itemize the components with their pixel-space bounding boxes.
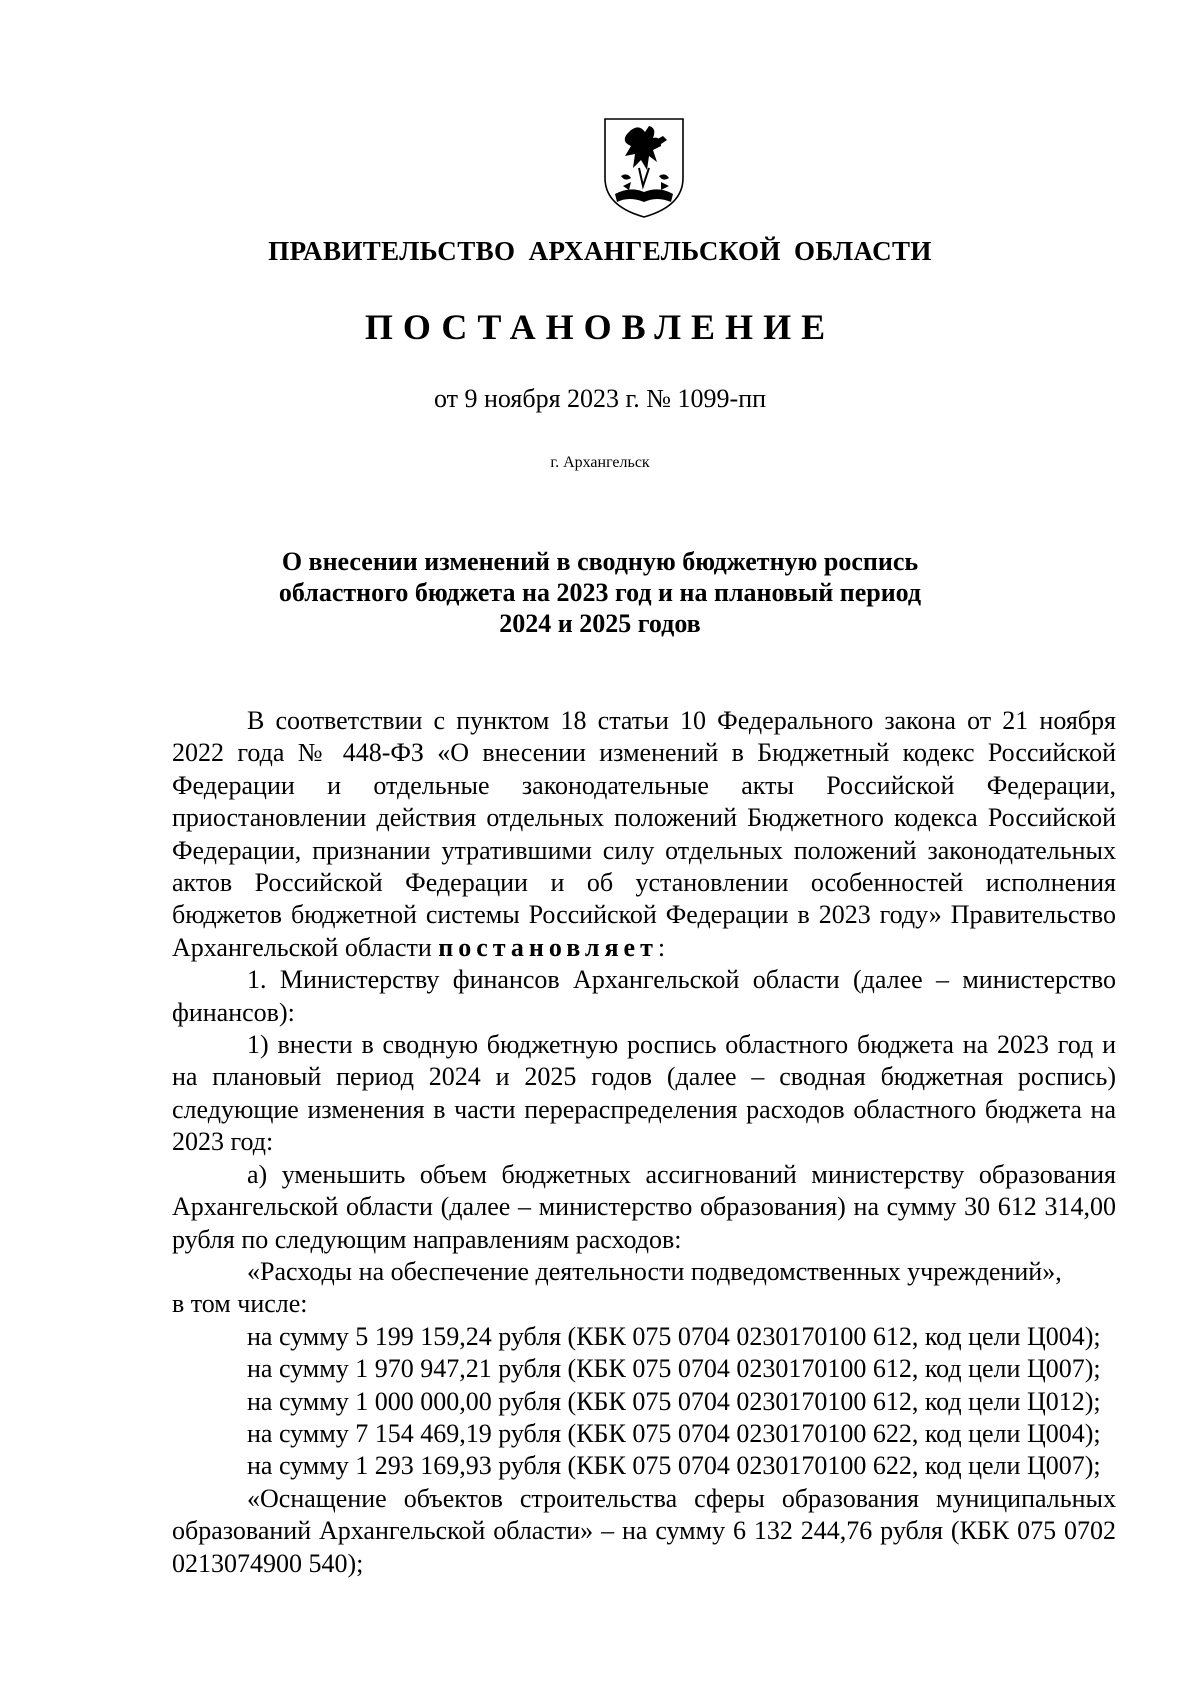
item-a-paragraph: а) уменьшить объем бюджетных ассигнований министерству образования Архангельской области (далее – министерство образования) на сумму 30 612 314,00 рубля по следующим направлениям расходов:: [172, 1159, 1116, 1254]
title-line: областного бюджета на 2023 год и на плановый период: [278, 578, 922, 607]
direction-1-line: «Расходы на обеспечение деятельности подведомственных учреждений»,: [247, 1256, 1062, 1286]
document-city: г. Архангельск: [550, 454, 650, 471]
organization-name: ПРАВИТЕЛЬСТВО АРХАНГЕЛЬСКОЙ ОБЛАСТИ: [268, 236, 932, 266]
title-line: 2024 и 2025 годов: [499, 609, 701, 638]
amount-line: на сумму 1 293 169,93 рубля (КБК 075 0704 0230170100 622, код цели Ц007);: [247, 1451, 1101, 1481]
item-1-paragraph: 1. Министерству финансов Архангельской области (далее – министерство финансов):: [172, 965, 1116, 1027]
direction-2-paragraph: «Оснащение объектов строительства сферы образования муниципальных образований Архангельской области» – на сумму 6 132 244,76 рубля (КБК 075 0702 0213074900 540);: [172, 1483, 1116, 1578]
direction-1-continuation: в том числе:: [172, 1289, 308, 1319]
document-body: [172, 705, 1116, 1580]
item-1-1-paragraph: 1) внести в сводную бюджетную роспись областного бюджета на 2023 год и на плановый период 2024 и 2025 годов (далее – сводная бюджетная роспись) следующие изменения в части перераспределения расходов областного бюджета на 2023 год:: [172, 1030, 1116, 1157]
resolves-colon: :: [657, 932, 666, 962]
amount-line: на сумму 1 000 000,00 рубля (КБК 075 0704 0230170100 612, код цели Ц012);: [247, 1386, 1101, 1416]
amount-line: на сумму 5 199 159,24 рубля (КБК 075 0704 0230170100 612, код цели Ц004);: [247, 1321, 1101, 1351]
amount-line: на сумму 1 970 947,21 рубля (КБК 075 0704 0230170100 612, код цели Ц007);: [247, 1354, 1101, 1384]
preamble-text: В соответствии с пунктом 18 статьи 10 Федерального закона от 21 ноября 2022 года № 448-ФЗ «О внесении изменений в Бюджетный кодекс Российской Федерации и отдельные законодательные акты Российской Федерации, приостановлении действия отдельных положений Бюджетного кодекса Российской Федерации, признании утратившими силу отдельных положений законодательных актов Российской Федерации и об установлении особенностей исполнения бюджетов бюджетной системы Российской Федерации в 2023 году» Правительство Архангельской области: [172, 706, 1116, 962]
amount-line: на сумму 7 154 469,19 рубля (КБК 075 0704 0230170100 622, код цели Ц004);: [247, 1418, 1101, 1448]
coat-of-arms-emblem: [601, 116, 687, 220]
document-title: [0, 546, 1200, 639]
preamble-paragraph: [172, 705, 1116, 964]
document-date-number: от 9 ноября 2023 г. № 1099-пп: [433, 384, 767, 413]
document-type: ПОСТАНОВЛЕНИЕ: [364, 307, 836, 347]
title-line: О внесении изменений в сводную бюджетную роспись: [281, 547, 919, 576]
resolves-word: постановляет: [438, 932, 658, 962]
